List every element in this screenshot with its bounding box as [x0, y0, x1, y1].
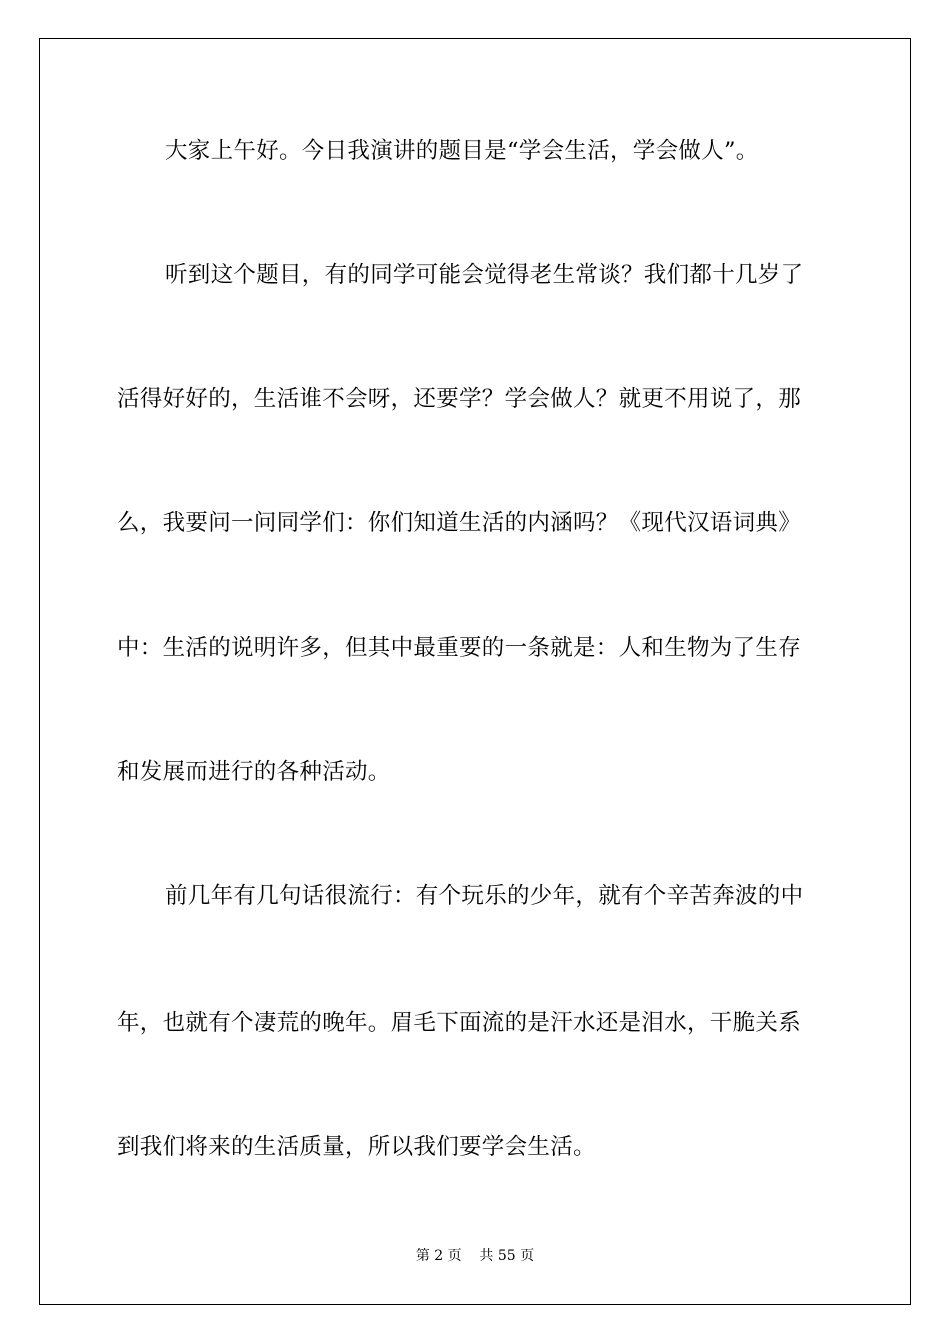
text-line: 到我们将来的生活质量，所以我们要学会生活。 [117, 1134, 596, 1160]
text-line: 活得好好的，生活谁不会呀，还要学？学会做人？就更不用说了，那 [117, 386, 802, 412]
text-line: 大家上午好。今日我演讲的题目是“学会生活，学会做人”。 [165, 138, 759, 164]
text-line: 年，也就有个凄荒的晚年。眉毛下面流的是汗水还是泪水，干脆关系 [117, 1010, 802, 1036]
text-line: 中：生活的说明许多，但其中最重要的一条就是：人和生物为了生存 [117, 635, 802, 661]
page-border [39, 38, 911, 1305]
text-line: 和发展而进行的各种活动。 [117, 759, 391, 785]
text-line: 听到这个题目，有的同学可能会觉得老生常谈？我们都十几岁了 [165, 262, 804, 288]
text-line: 么，我要问一问同学们：你们知道生活的内涵吗？《现代汉语词典》 [117, 510, 802, 536]
page-number-footer: 第 2 页 共 55 页 [415, 1248, 535, 1264]
text-line: 前几年有几句话很流行：有个玩乐的少年，就有个辛苦奔波的中 [165, 883, 804, 909]
